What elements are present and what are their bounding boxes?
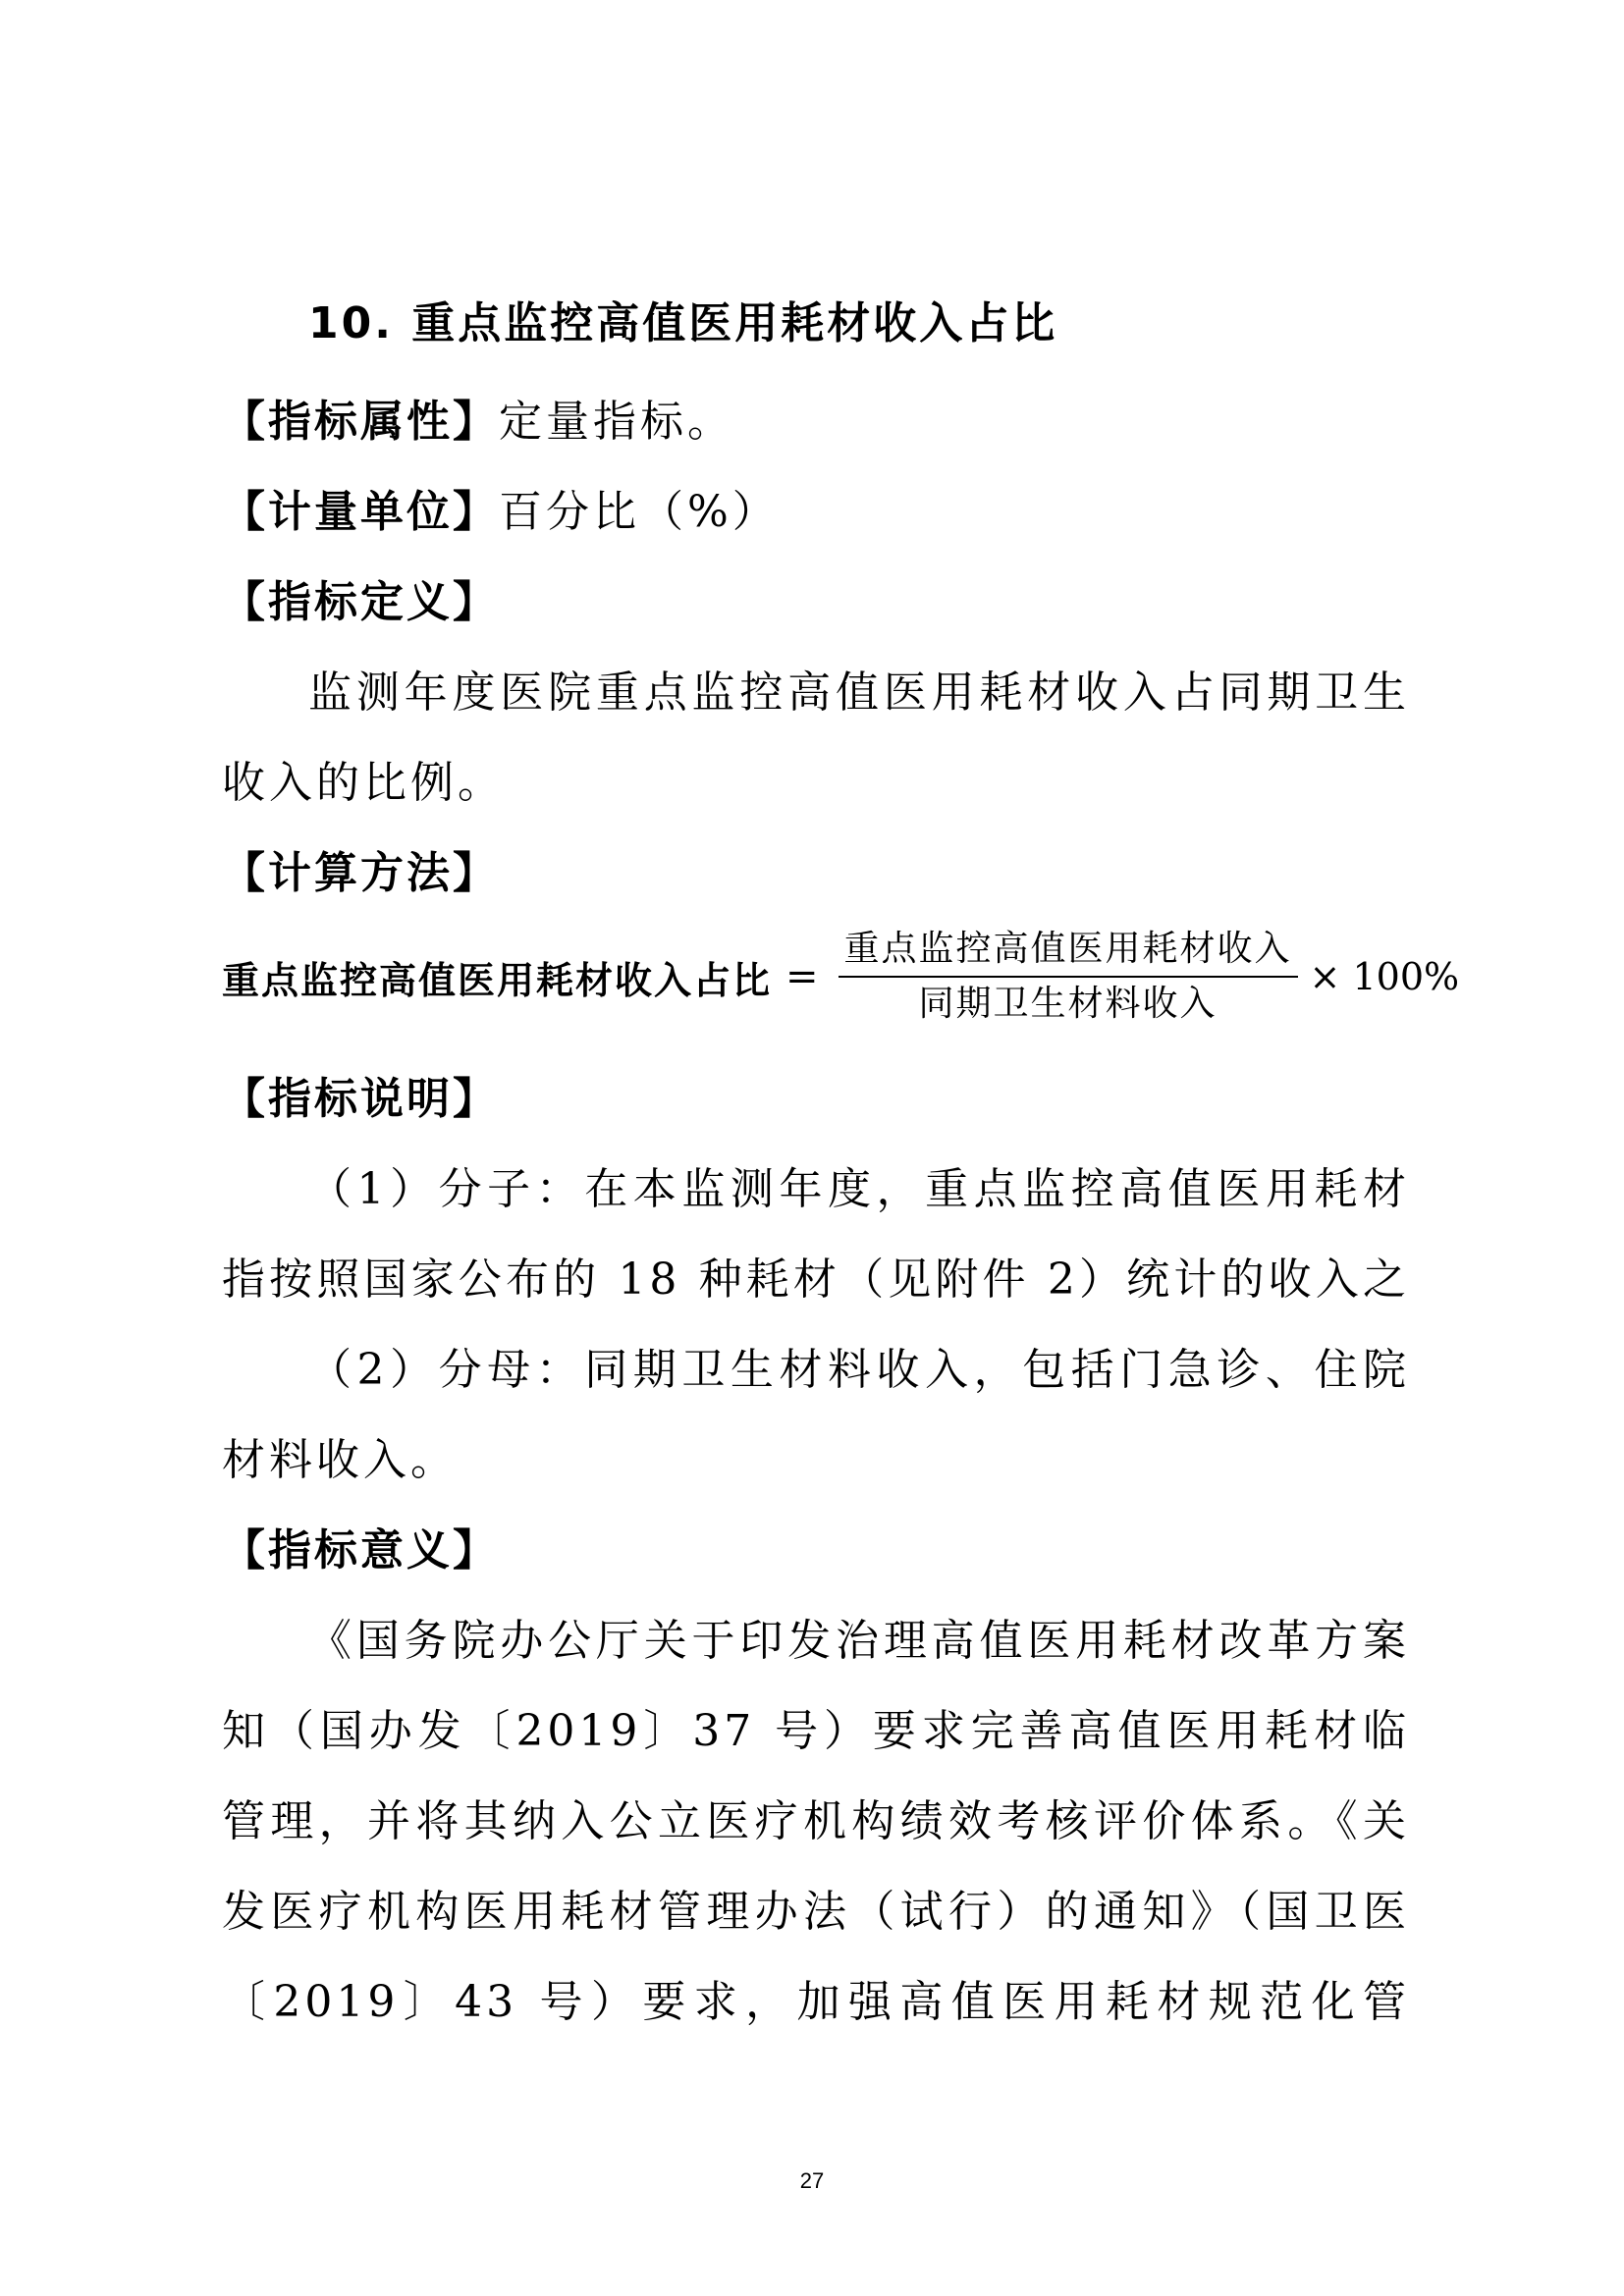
calculation-label: 【计算方法】: [222, 848, 499, 898]
attribute-value: 定量指标。: [499, 397, 734, 447]
definition-line-1: 监测年度医院重点监控高值医用耗材收入占同期卫生: [308, 667, 1410, 718]
formula-equals: =: [785, 954, 819, 999]
explanation-line-2: 指按照国家公布的 18 种耗材（见附件 2）统计的收入之: [222, 1255, 1410, 1305]
significance-line-5: 〔2019〕43 号）要求，加强高值医用耗材规范化管: [222, 1977, 1410, 2027]
formula-lhs: 重点监控高值医用耗材收入占比: [222, 958, 773, 1002]
significance-line-3: 管理，并将其纳入公立医疗机构绩效考核评价体系。《关: [222, 1796, 1410, 1846]
significance-line-2: 知（国办发〔2019〕37 号）要求完善高值医用耗材临: [222, 1706, 1410, 1756]
formula-numerator: 重点监控高值医用耗材收入: [843, 929, 1292, 969]
formula-fraction: [839, 923, 1298, 1031]
definition-line-2: 收入的比例。: [222, 758, 505, 808]
explanation-line-3: （2）分母：同期卫生材料收入，包括门急诊、住院: [308, 1345, 1410, 1395]
unit-value: 百分比（%）: [499, 487, 780, 537]
explanation-label: 【指标说明】: [222, 1074, 499, 1124]
page-number: 27: [799, 2168, 825, 2193]
attribute-row: [222, 393, 1410, 452]
unit-label: 【计量单位】: [222, 487, 499, 537]
explanation-line-4: 材料收入。: [222, 1435, 458, 1485]
explanation-line-1: （1）分子：在本监测年度，重点监控高值医用耗材: [308, 1164, 1410, 1214]
unit-row: [222, 483, 1410, 542]
explanation-heading: [222, 1070, 1410, 1129]
significance-label: 【指标意义】: [222, 1525, 499, 1575]
attribute-label: 【指标属性】: [222, 397, 499, 447]
significance-heading: [222, 1522, 1410, 1580]
formula-denominator: 同期卫生材料收入: [918, 984, 1218, 1024]
calculation-heading: [222, 844, 1410, 903]
formula-multiplier: × 100%: [1309, 955, 1460, 998]
significance-line-1: 《国务院办公厅关于印发治理高值医用耗材改革方案: [308, 1616, 1410, 1666]
formula: [222, 913, 1460, 1041]
definition-label: 【指标定义】: [222, 577, 499, 627]
section-title: 10. 重点监控高值医用耗材收入占比: [308, 298, 1058, 348]
significance-line-4: 发医疗机构医用耗材管理办法（试行）的通知》（国卫医: [222, 1887, 1410, 1937]
definition-heading: [222, 573, 1410, 632]
